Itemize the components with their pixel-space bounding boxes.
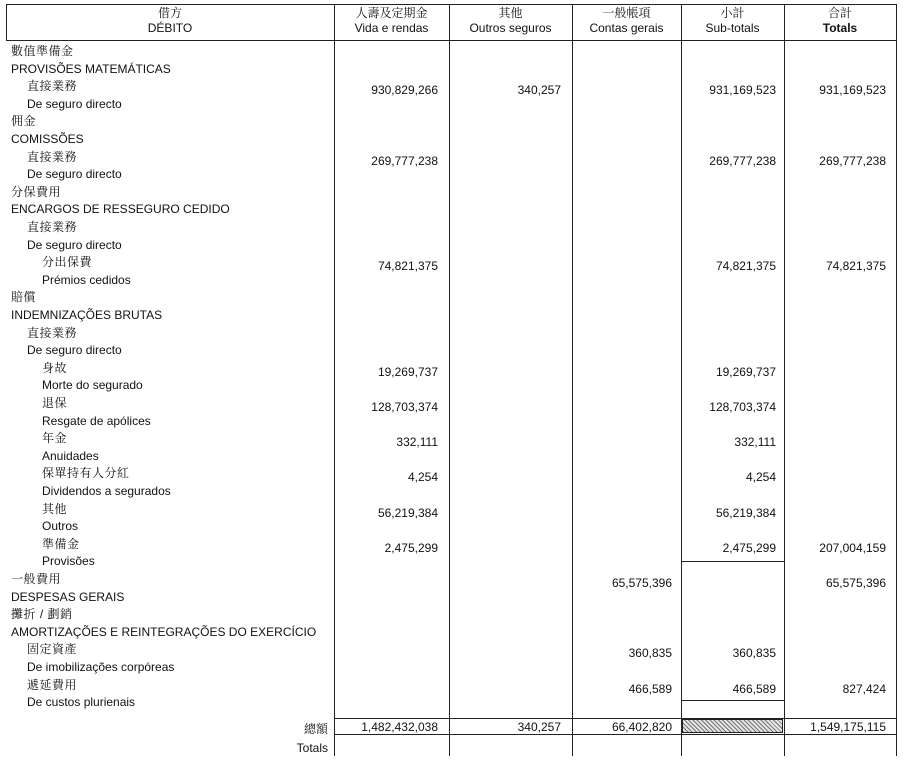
cell-value: 269,777,238: [819, 153, 886, 168]
row-label: 準備金: [42, 536, 80, 551]
cell-value: 2,475,299: [384, 540, 438, 555]
cell-value: 128,703,374: [371, 400, 438, 414]
column-divider-line: [681, 4, 682, 756]
cell-value: 269,777,238: [371, 153, 438, 168]
shaded-cell: [682, 719, 783, 733]
row-label: 一般費用: [11, 572, 62, 586]
cell-value: 2,475,299: [722, 540, 776, 555]
cell-value: 466,589: [732, 681, 776, 696]
cell-value: 74,821,375: [825, 259, 886, 274]
cell-value: 931,169,523: [709, 83, 776, 98]
row-label: De custos plurienais: [27, 695, 136, 710]
cell-value: 207,004,159: [819, 540, 886, 555]
row-label: 分出保費: [42, 255, 93, 270]
row-label: De seguro directo: [27, 96, 122, 111]
cell-value: 931,169,523: [819, 83, 886, 98]
column-divider-line: [334, 4, 335, 756]
cell-value: 360,835: [732, 646, 776, 661]
row-label: De seguro directo: [27, 167, 122, 182]
row-label: De imobilizações corpóreas: [27, 660, 175, 674]
total-value: 1,482,432,038: [361, 720, 438, 734]
totals-label-pt: Totals: [296, 741, 328, 755]
totals-bottom-line: [334, 734, 896, 735]
column-header-zh: 小計: [720, 6, 745, 20]
subtotal-divider-line: [681, 561, 784, 562]
cell-value: 930,829,266: [371, 83, 438, 98]
column-header: [784, 6, 896, 36]
row-label: INDEMNIZAÇÕES BRUTAS: [11, 308, 163, 322]
row-label: 直接業務: [27, 325, 78, 340]
column-divider-line: [449, 4, 450, 756]
row-label: 佣金: [11, 114, 37, 129]
column-header-pt: Contas gerais: [589, 21, 664, 35]
row-label: 固定資產: [27, 642, 78, 657]
column-header-zh: 合計: [827, 6, 852, 20]
row-label: DESPESAS GERAIS: [11, 589, 125, 604]
row-label: AMORTIZAÇÕES E REINTEGRAÇÕES DO EXERCÍCIO: [11, 624, 317, 639]
column-header-pt: DÉBITO: [147, 21, 193, 35]
row-label: 分保費用: [11, 184, 62, 199]
row-label: 直接業務: [27, 220, 78, 234]
column-header-pt: Sub-totals: [705, 21, 760, 35]
header-divider-line: [6, 40, 896, 41]
cell-value: 466,589: [628, 681, 672, 696]
cell-value: 74,821,375: [377, 259, 438, 274]
total-value: 66,402,820: [611, 720, 672, 734]
cell-value: 56,219,384: [715, 505, 776, 520]
cell-value: 56,219,384: [377, 505, 438, 520]
cell-value: 269,777,238: [709, 153, 776, 168]
row-label: Prémios cedidos: [42, 272, 131, 287]
column-header-zh: 借方: [157, 6, 182, 20]
row-label: 其他: [42, 501, 68, 516]
row-label: Provisões: [42, 554, 95, 569]
column-header-pt: Vida e rendas: [354, 21, 429, 35]
row-label: ENCARGOS DE RESSEGURO CEDIDO: [11, 202, 230, 217]
row-label: COMISSÕES: [11, 132, 84, 146]
row-label: Morte do segurado: [42, 378, 143, 393]
total-value: 340,257: [517, 720, 561, 734]
row-label: De seguro directo: [27, 237, 122, 252]
column-header-zh: 人壽及定期金: [355, 6, 428, 20]
column-header: [334, 6, 449, 36]
cell-value: 65,575,396: [825, 576, 886, 590]
row-label: 年金: [42, 431, 68, 446]
column-divider-line: [784, 4, 785, 756]
cell-value: 65,575,396: [611, 576, 672, 590]
row-label: 直接業務: [27, 149, 78, 164]
column-header-zh: 一般帳項: [602, 6, 651, 20]
row-label: Anuidades: [42, 448, 99, 463]
top-border-line: [6, 4, 896, 5]
cell-value: 340,257: [517, 83, 561, 98]
column-header-zh: 其他: [498, 6, 523, 20]
column-header-pt: Outros seguros: [469, 21, 552, 35]
cell-value: 332,111: [734, 435, 776, 450]
column-header: [449, 6, 572, 36]
column-header-pt: Totals: [822, 21, 858, 35]
cell-value: 332,111: [396, 435, 438, 450]
cell-value: 4,254: [745, 470, 776, 485]
row-label: PROVISÕES MATEMÁTICAS: [11, 61, 171, 76]
column-divider-line: [572, 4, 573, 756]
totals-label-zh: 總額: [303, 722, 328, 736]
column-divider-line: [896, 4, 897, 756]
totals-top-line: [334, 718, 896, 719]
row-label: 保單持有人分紅: [42, 466, 130, 481]
cell-value: 360,835: [628, 646, 672, 661]
row-label: 直接業務: [27, 79, 78, 94]
row-label: Dividendos a segurados: [42, 484, 171, 498]
row-label: 數值準備金: [11, 44, 74, 58]
cell-value: 19,269,737: [377, 364, 438, 379]
column-header: [681, 6, 784, 36]
total-value: 1,549,175,115: [810, 720, 886, 734]
row-label: De seguro directo: [27, 343, 122, 358]
row-label: 賠償: [11, 290, 37, 305]
cell-value: 128,703,374: [709, 400, 776, 414]
row-label: 身故: [42, 360, 68, 375]
row-label: 退保: [42, 396, 68, 410]
row-label: 遞延費用: [27, 677, 78, 692]
row-label: Resgate de apólices: [42, 413, 151, 428]
row-label: 攤折 / 劃銷: [11, 607, 73, 622]
cell-value: 827,424: [842, 681, 886, 696]
cell-value: 19,269,737: [715, 364, 776, 379]
column-header: [6, 6, 334, 36]
row-label: Outros: [42, 519, 79, 534]
column-header: [572, 6, 681, 36]
cell-value: 74,821,375: [715, 259, 776, 274]
subtotal-divider-line: [681, 700, 784, 701]
cell-value: 4,254: [407, 470, 438, 485]
